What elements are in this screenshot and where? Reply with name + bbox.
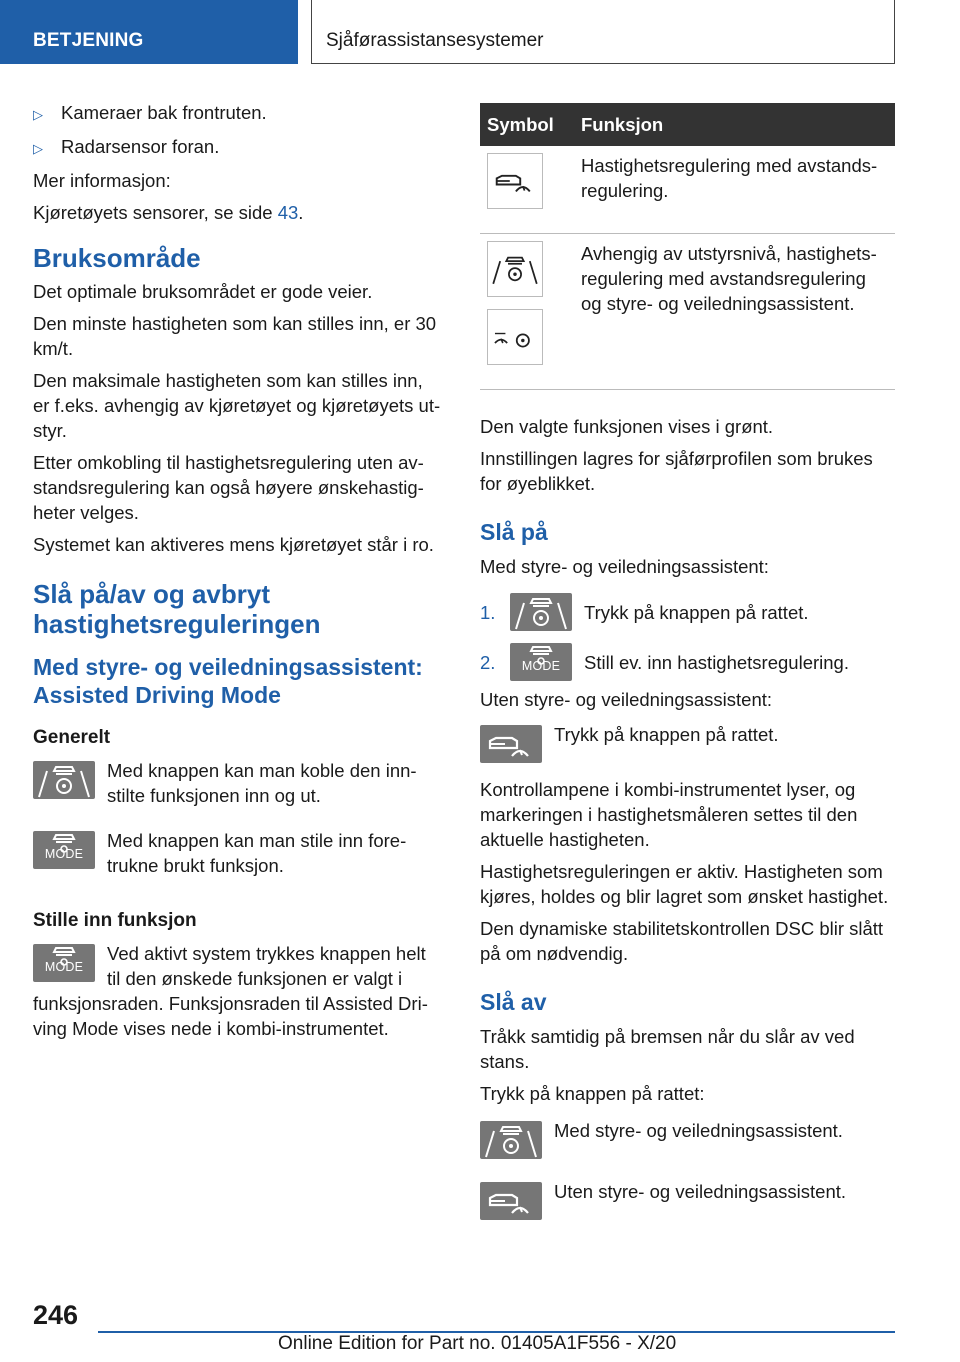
footer-edition: Online Edition for Part no. 01405A1F556 - X/20 <box>278 1333 677 1354</box>
paragraph: Uten styre- og veiledningsassistent: <box>480 689 773 710</box>
col-header-symbol: Symbol <box>480 103 574 146</box>
icon-row: MODE Med knappen kan man stile inn foretrukne brukt funksjon. <box>33 828 443 878</box>
acc-button-icon <box>480 1182 542 1220</box>
paragraph: Den valgte funksjonen vises i grønt. <box>480 416 774 437</box>
mode-button-icon: MODE <box>510 643 572 681</box>
list-item: ▷ Kameraer bak frontruten. <box>33 100 443 127</box>
table-header-row <box>480 103 895 146</box>
step-2: 2. MODE Still ev. inn hastighetsregulering. <box>480 643 895 681</box>
acc-symbol-icon <box>487 153 543 209</box>
steering-assist-symbol-icon <box>487 241 543 297</box>
icon-row: Uten styre- og veiledningsassistent. <box>480 1179 895 1220</box>
col-header-funksjon: Funksjon <box>574 103 895 146</box>
paragraph: Hastighetsreguleringen er aktiv. Hastigheten som kjøres, holdes og blir lagret som ønsket hastighet. <box>480 861 889 907</box>
paragraph: Innstillingen lagres for sjåførprofilen som brukes for øyeblikket. <box>480 448 873 494</box>
acc-button-icon <box>480 725 542 763</box>
paragraph: Den maksimale hastigheten som kan stilles inn, er f.eks. avhengig av kjøretøyet og kjøretøyets utstyr. <box>33 370 441 441</box>
heading-sla-pa-av: Slå på/av og avbryt hastighetsreguleringen <box>33 579 321 639</box>
icon-row: Trykk på knappen på rattet. <box>480 722 895 763</box>
icon-row: Med styre- og veiledningsassistent. <box>480 1118 895 1159</box>
paragraph: Etter omkobling til hastighetsregulering uten avstandsregulering kan også høyere ønskehastigheter velges. <box>33 452 424 523</box>
triangle-bullet-icon: ▷ <box>33 107 43 122</box>
paragraph: Kontrollampene i kombi-instrumentet lyser, og markeringen i hastighetsmåleren settes til den aktuelle hastigheten. <box>480 779 858 850</box>
heading-assisted-driving: Med styre- og veiledningsassistent: Assisted Driving Mode <box>33 654 423 708</box>
header-section: BETJENING <box>0 0 298 64</box>
paragraph: Den dynamiske stabilitetskontrollen DSC blir slått på om nødvendig. <box>480 918 884 964</box>
symbol-table <box>480 103 895 390</box>
steering-assist-button-icon <box>480 1121 542 1159</box>
table-row: Avhengig av utstyrsnivå, hastighetsregulering med avstandsregulering og styre- og veiledningsassistent. <box>480 234 895 390</box>
page-number: 246 <box>33 1300 79 1330</box>
step-1: 1. Trykk på knappen på rattet. <box>480 593 895 631</box>
left-column <box>33 100 443 1041</box>
steering-assist-button-icon <box>33 761 95 799</box>
icon-row: Med knappen kan man koble den innstilte funksjonen inn og ut. <box>33 758 443 808</box>
cross-reference: Kjøretøyets sensorer, se side 43. <box>33 202 304 223</box>
paragraph: Den minste hastigheten som kan stilles inn, er 30 km/t. <box>33 313 437 359</box>
paragraph: Tråkk samtidig på bremsen når du slår av ved stans. <box>480 1026 855 1072</box>
paragraph: Det optimale bruksområdet er gode veier. <box>33 281 373 302</box>
heading-stille-inn: Stille inn funksjon <box>33 910 197 931</box>
page-link[interactable]: 43 <box>277 202 299 223</box>
paragraph: Trykk på knappen på rattet: <box>480 1083 705 1104</box>
acc-steering-symbol-icon <box>487 309 543 365</box>
more-info-label: Mer informasjon: <box>33 170 171 191</box>
right-column <box>480 103 895 1234</box>
paragraph: Med styre- og veiledningsassistent: <box>480 556 769 577</box>
triangle-bullet-icon: ▷ <box>33 141 43 156</box>
steering-assist-button-icon <box>510 593 572 631</box>
table-row: Hastighetsregulering med avstandsregulering. <box>480 146 895 234</box>
mode-button-icon: MODE <box>33 831 95 869</box>
heading-sla-av: Slå av <box>480 989 547 1015</box>
heading-bruksomrade: Bruksområde <box>33 243 201 273</box>
stille-paragraph: MODE Ved aktivt system trykkes knappen helt til den ønskede funksjonen er valgt i funksjonsraden. Funksjonsraden til Assisted Driving Mode vises nede i kombi-instrumentet. <box>33 943 428 1039</box>
list-item: ▷ Radarsensor foran. <box>33 134 443 161</box>
heading-sla-pa: Slå på <box>480 519 548 545</box>
heading-generelt: Generelt <box>33 727 111 748</box>
paragraph: Systemet kan aktiveres mens kjøretøyet står i ro. <box>33 534 434 555</box>
mode-button-icon: MODE <box>33 944 95 982</box>
header-chapter: Sjåførassistansesystemer <box>311 0 895 64</box>
